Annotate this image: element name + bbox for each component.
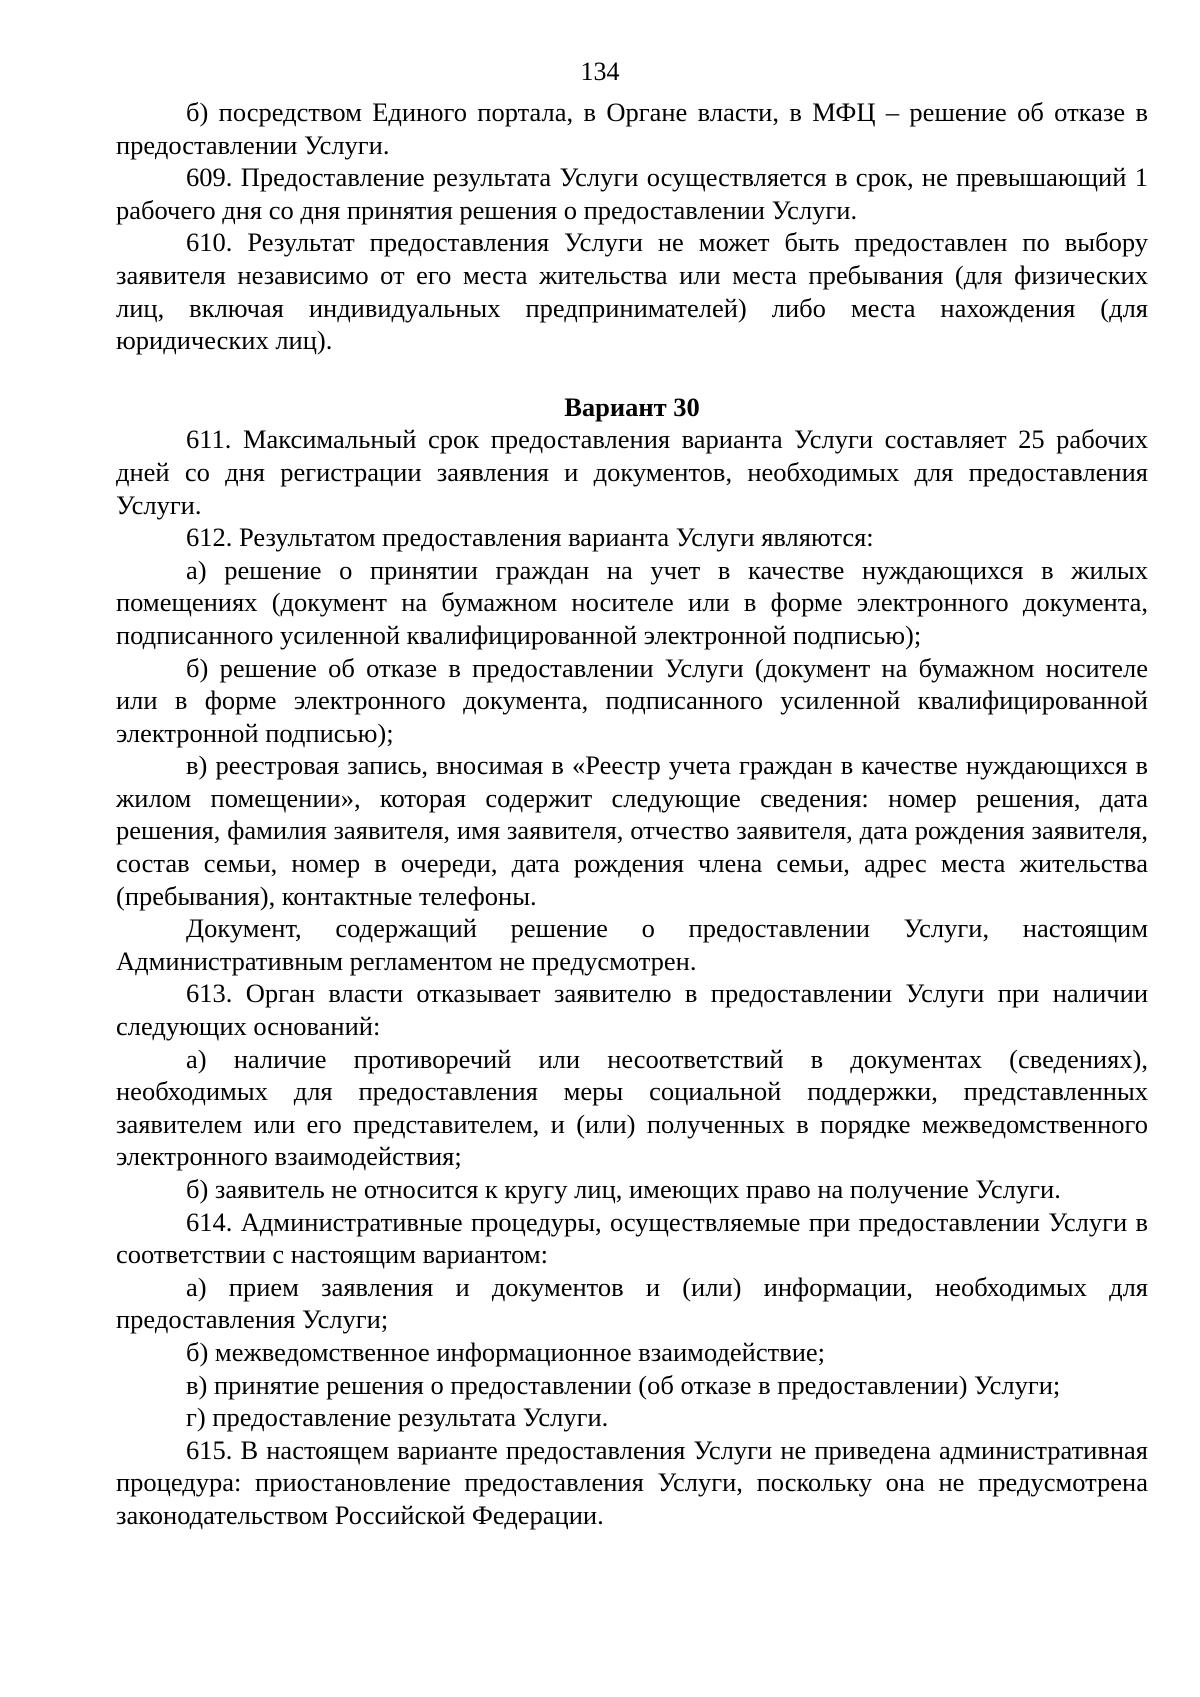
page-number: 134 xyxy=(580,57,620,86)
section-heading: Вариант 30 xyxy=(564,391,700,422)
paragraph-612: 612. Результатом предоставления варианта Услуги являются: xyxy=(186,522,874,553)
paragraph-612-v: в) реестровая запись, вносимая в «Реестр учета граждан в качестве нуждающихся в жилом помещении», которая содержит следующие сведения: номер решения, дата решения, фамилия заявителя, имя заявителя, отчество заявителя, дата рождения заявителя, состав семьи, номер в очереди, дата рождения члена семьи, адрес места жительства (пребывания), контактные телефоны. xyxy=(116,750,1148,911)
paragraph-612-a: а) решение о принятии граждан на учет в качестве нуждающихся в жилых помещениях (документ на бумажном носителе или в форме электронного документа, подписанного усиленной квалифицированной электронной подписью); xyxy=(116,554,1148,650)
paragraph-614-v: в) принятие решения о предоставлении (об отказе в предоставлении) Услуги; xyxy=(186,1369,1061,1400)
paragraph-document-note: Документ, содержащий решение о предоставлении Услуги, настоящим Административным регламентом не предусмотрен. xyxy=(116,913,1148,976)
paragraph-615: 615. В настоящем варианте предоставления Услуги не приведена административная процедура: приостановление предоставления Услуги, поскольку она не предусмотрена законодательством Российской Федерации. xyxy=(116,1434,1148,1530)
paragraph-614-b: б) межведомственное информационное взаимодействие; xyxy=(186,1336,826,1367)
paragraph-614-g: г) предоставление результата Услуги. xyxy=(186,1402,609,1433)
paragraph-614: 614. Административные процедуры, осуществляемые при предоставлении Услуги в соответствии с настоящим вариантом: xyxy=(116,1206,1148,1270)
paragraph-612-b: б) решение об отказе в предоставлении Услуги (документ на бумажном носителе или в форме электронного документа, подписанного усиленной квалифицированной электронной подписью); xyxy=(116,652,1148,748)
paragraph-614-a: а) прием заявления и документов и (или) информации, необходимых для предоставления Услуги; xyxy=(116,1271,1148,1335)
paragraph-610: 610. Результат предоставления Услуги не может быть предоставлен по выбору заявителя независимо от его места жительства или места пребывания (для физических лиц, включая индивидуальных предпринимателей) либо места нахождения (для юридических лиц). xyxy=(116,227,1148,356)
document-body xyxy=(116,96,1148,1532)
paragraph-613-b: б) заявитель не относится к кругу лиц, имеющих право на получение Услуги. xyxy=(186,1174,1061,1204)
paragraph-item-b-result: б) посредством Единого портала, в Органе власти, в МФЦ – решение об отказе в предоставлении Услуги. xyxy=(116,97,1148,160)
paragraph-613: 613. Орган власти отказывает заявителю в предоставлении Услуги при наличии следующих оснований: xyxy=(116,978,1148,1042)
paragraph-611: 611. Максимальный срок предоставления варианта Услуги составляет 25 рабочих дней со дня регистрации заявления и документов, необходимых для предоставления Услуги. xyxy=(116,424,1148,520)
paragraph-609: 609. Предоставление результата Услуги осуществляется в срок, не превышающий 1 рабочего дня со дня принятия решения о предоставлении Услуги. xyxy=(116,162,1148,225)
paragraph-613-a: а) наличие противоречий или несоответствий в документах (сведениях), необходимых для предоставления меры социальной поддержки, представленных заявителем или его представителем, и (или) полученных в порядке межведомственного электронного взаимодействия; xyxy=(116,1043,1148,1172)
